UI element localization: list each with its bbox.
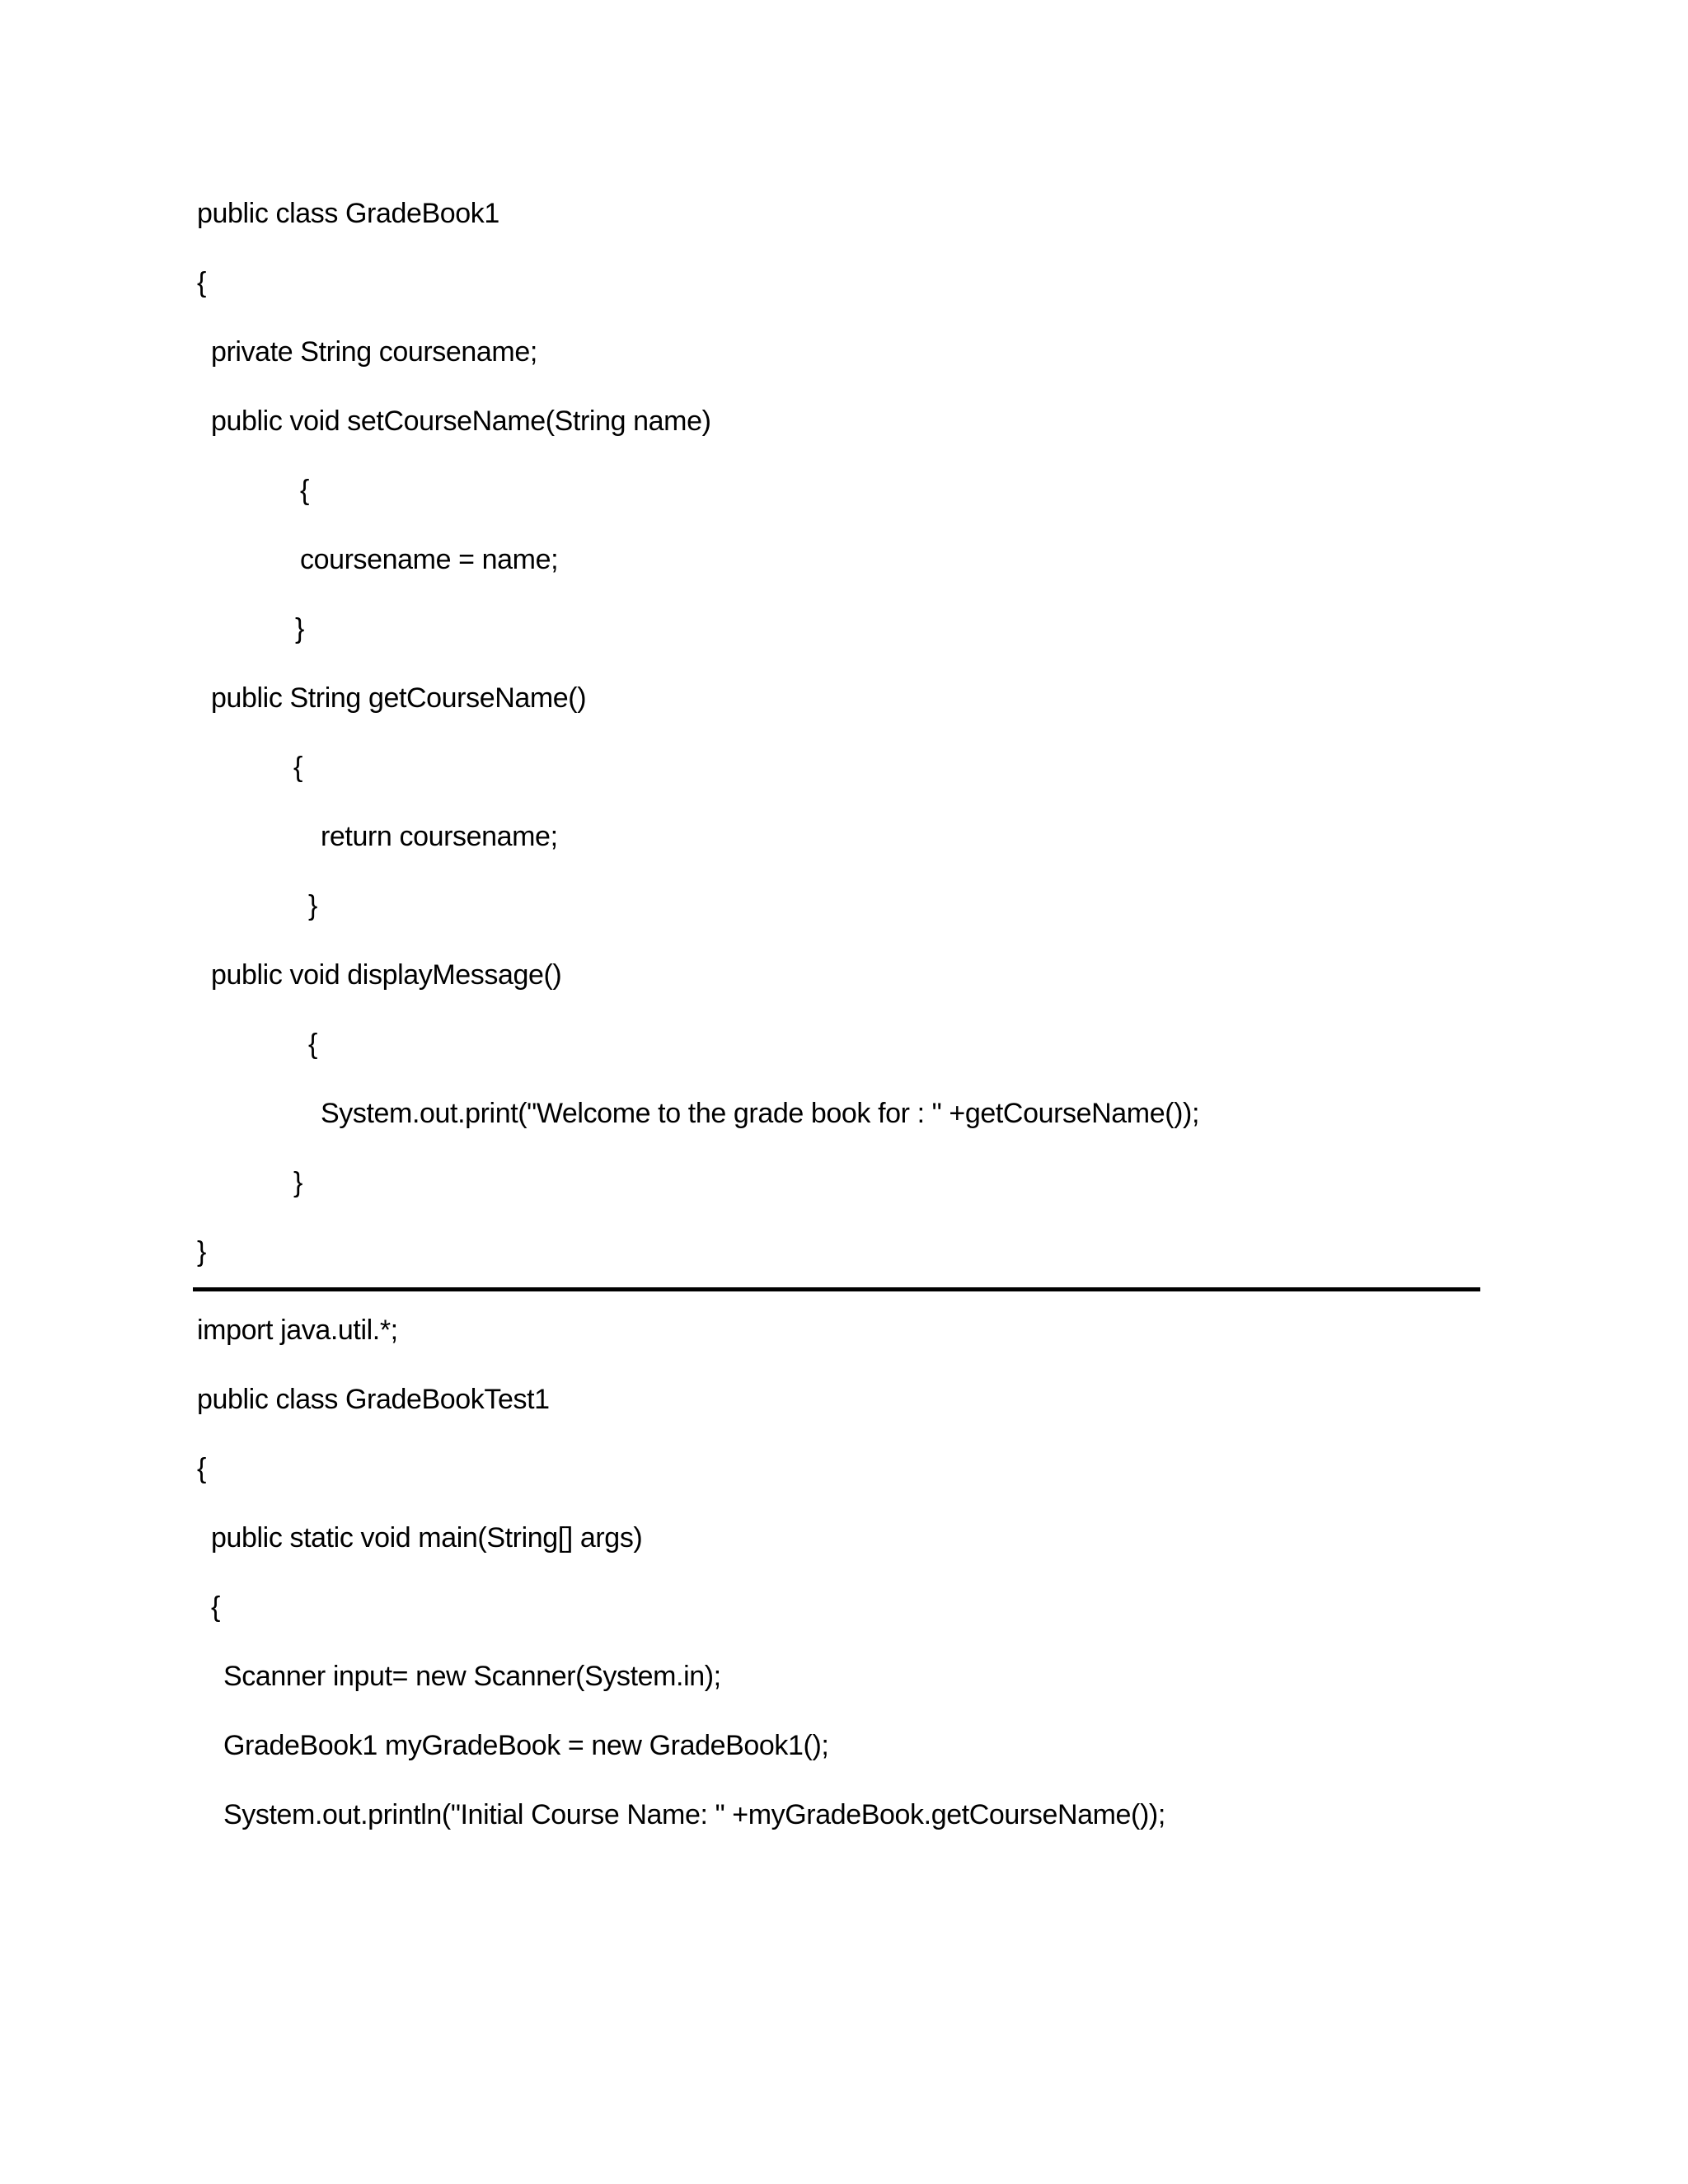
code-line-assignment: coursename = name; <box>300 544 559 575</box>
code-line-open-brace: { <box>308 1029 317 1060</box>
code-line-display-signature: public void displayMessage() <box>211 959 562 991</box>
code-line-print-statement: System.out.print("Welcome to the grade book for : " +getCourseName()); <box>321 1098 1200 1129</box>
code-line-open-brace: { <box>293 752 302 783</box>
code-line-println: System.out.println("Initial Course Name: " +myGradeBook.getCourseName()); <box>223 1799 1165 1830</box>
code-line-setter-signature: public void setCourseName(String name) <box>211 405 711 437</box>
code-line-import: import java.util.*; <box>197 1315 398 1346</box>
code-line-open-brace: { <box>197 1453 206 1484</box>
code-line-open-brace: { <box>300 475 309 506</box>
code-line-scanner: Scanner input= new Scanner(System.in); <box>223 1661 721 1692</box>
code-line-close-brace: } <box>308 890 317 921</box>
code-line-open-brace: { <box>211 1591 220 1623</box>
code-line-main-signature: public static void main(String[] args) <box>211 1522 643 1554</box>
code-line-close-brace: } <box>295 613 304 644</box>
code-line-class-declaration: public class GradeBookTest1 <box>197 1384 550 1415</box>
code-line-getter-signature: public String getCourseName() <box>211 682 587 714</box>
code-line-instantiation: GradeBook1 myGradeBook = new GradeBook1(); <box>223 1730 829 1761</box>
code-line-class-declaration: public class GradeBook1 <box>197 198 499 229</box>
code-line-close-brace: } <box>293 1167 302 1198</box>
code-line-open-brace: { <box>197 267 206 298</box>
code-line-class-close-brace: } <box>197 1236 206 1268</box>
code-line-field: private String coursename; <box>211 336 537 368</box>
section-divider <box>193 1287 1480 1291</box>
code-line-return: return coursename; <box>321 821 558 852</box>
